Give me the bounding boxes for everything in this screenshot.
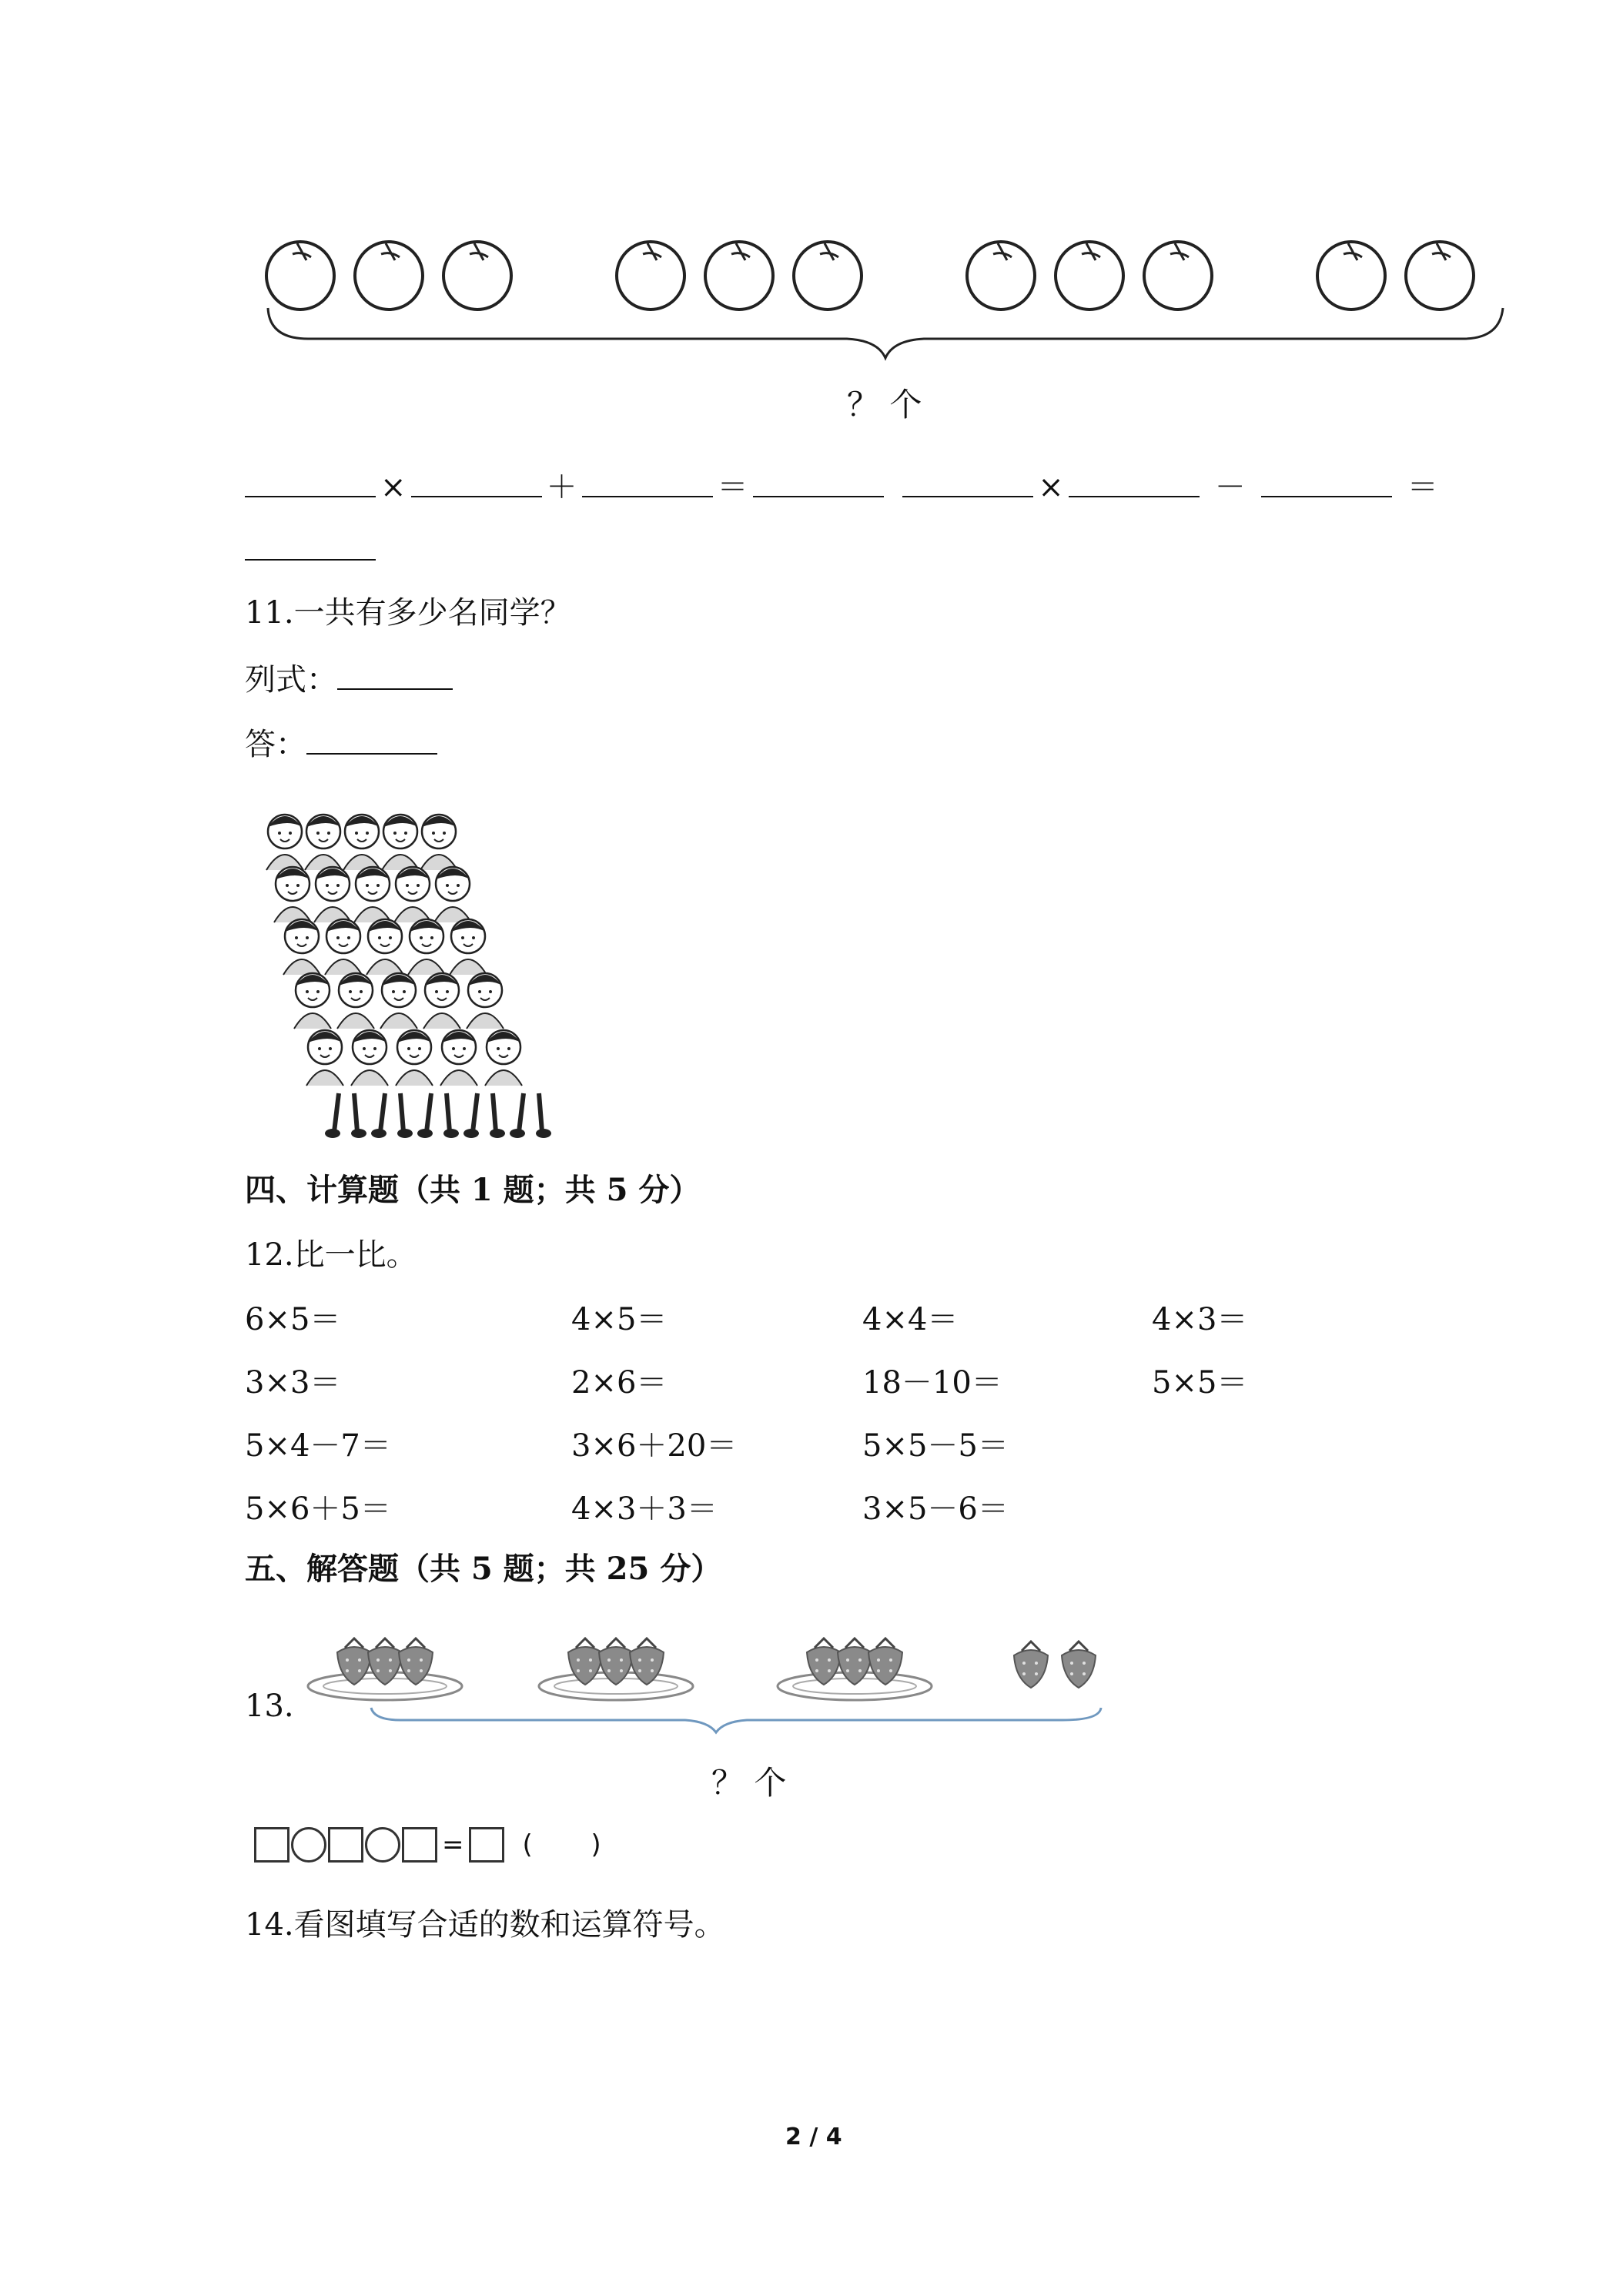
q10-blank-5[interactable] — [902, 467, 1033, 497]
q10-op-5: － — [1214, 470, 1246, 505]
q13-equation — [254, 1825, 601, 1865]
q13-question-label: ？ 个 — [711, 1764, 787, 1802]
student-figure — [266, 815, 303, 870]
section5-heading: 五、解答题（共 5 题；共 25 分） — [245, 1551, 722, 1587]
apple-icon — [266, 242, 334, 310]
student-figure — [337, 973, 374, 1029]
q13-box-3[interactable] — [402, 1827, 437, 1863]
strawberry-icon — [1062, 1642, 1096, 1688]
student-figure — [294, 973, 331, 1029]
q10-blank-7[interactable] — [1261, 467, 1392, 497]
student-figure — [306, 1030, 343, 1086]
q10-blank-2[interactable] — [411, 467, 542, 497]
apples-group — [266, 242, 1474, 310]
q10-blank-6[interactable] — [1069, 467, 1200, 497]
q10-op-6: ＝ — [1407, 470, 1438, 505]
q12-cell: 3×6＋20＝ — [571, 1428, 738, 1464]
student-figure — [366, 919, 403, 975]
q12-cell: 6×5＝ — [245, 1302, 341, 1337]
student-figure — [274, 867, 311, 922]
student-figure — [305, 815, 342, 870]
strawberry-icon — [1014, 1642, 1048, 1688]
q12-cell: 5×4－7＝ — [245, 1428, 391, 1464]
student-figure — [440, 1030, 477, 1086]
student-figure — [382, 815, 419, 870]
q13-circle-2[interactable] — [365, 1827, 400, 1863]
q11-formula-row — [245, 659, 453, 700]
student-figure — [343, 815, 380, 870]
student-figure — [467, 973, 504, 1029]
q12-cell: 18－10＝ — [862, 1365, 1002, 1401]
student-figure — [396, 1030, 433, 1086]
apple-icon — [617, 242, 684, 310]
strawberry-group — [308, 1638, 462, 1700]
student-figure — [423, 973, 460, 1029]
apple-icon — [705, 242, 773, 310]
q13-box-result[interactable] — [469, 1827, 504, 1863]
student-figure — [485, 1030, 522, 1086]
strawberries-figure — [300, 1617, 1116, 1732]
q13-circle-1[interactable] — [291, 1827, 326, 1863]
q13-unit-paren[interactable]: ( ) — [522, 1829, 601, 1860]
strawberry-group — [539, 1638, 693, 1700]
q10-op-1: × — [380, 470, 407, 505]
q10-op-2: ＋ — [546, 470, 577, 505]
q10-op-4: × — [1038, 470, 1064, 505]
apple-icon — [1056, 242, 1123, 310]
student-figure — [450, 919, 487, 975]
student-figure — [354, 867, 391, 922]
q12-cell: 5×5－5＝ — [862, 1428, 1009, 1464]
q10-blank-3[interactable] — [582, 467, 713, 497]
q13-label: 13. — [245, 1689, 294, 1724]
student-figure — [283, 919, 320, 975]
apple-icon — [794, 242, 862, 310]
q12-title: 12.比一比。 — [245, 1237, 417, 1273]
apples-question-label: ？ 个 — [847, 386, 922, 423]
q12-cell: 3×3＝ — [245, 1365, 341, 1401]
strawberries-brace — [371, 1708, 1101, 1732]
q12-cell: 3×5－6＝ — [862, 1491, 1009, 1527]
student-figure — [394, 867, 431, 922]
students-legs — [325, 1093, 551, 1138]
q12-cell: 4×5＝ — [571, 1302, 668, 1337]
student-figure — [380, 973, 417, 1029]
student-figure — [314, 867, 351, 922]
q12-cell: 4×4＝ — [862, 1302, 959, 1337]
q10-blank-4[interactable] — [753, 467, 884, 497]
q11-formula-blank[interactable] — [337, 659, 453, 690]
student-figure — [325, 919, 362, 975]
q11-answer-blank[interactable] — [306, 724, 437, 755]
q10-equation-row — [245, 467, 1454, 507]
q12-cell: 4×3＋3＝ — [571, 1491, 718, 1527]
apple-icon — [967, 242, 1035, 310]
q14-question: 14.看图填写合适的数和运算符号。 — [245, 1907, 725, 1943]
student-figure — [351, 1030, 388, 1086]
q10-op-3: ＝ — [717, 470, 748, 505]
q11-formula-label: 列式： — [245, 662, 337, 698]
apple-icon — [355, 242, 423, 310]
apple-icon — [1406, 242, 1474, 310]
q12-cell: 5×6＋5＝ — [245, 1491, 391, 1527]
apple-icon — [1144, 242, 1212, 310]
q10-answer-row — [245, 530, 376, 571]
student-figure — [420, 815, 457, 870]
strawberry-group — [778, 1638, 932, 1700]
q11-question: 11.一共有多少名同学？ — [245, 595, 571, 631]
page-number: 2 / 4 — [785, 2124, 842, 2150]
q10-blank-8[interactable] — [245, 530, 376, 561]
q10-blank-1[interactable] — [245, 467, 376, 497]
section4-heading: 四、计算题（共 1 题；共 5 分） — [245, 1172, 701, 1208]
q12-cell: 4×3＝ — [1152, 1302, 1248, 1337]
student-figure — [434, 867, 471, 922]
q13-box-1[interactable] — [254, 1827, 289, 1863]
q11-answer-row — [245, 724, 437, 765]
students-illustration — [246, 785, 585, 1147]
strawberry-group — [1014, 1642, 1096, 1688]
apple-icon — [443, 242, 511, 310]
q12-cell: 2×6＝ — [571, 1365, 668, 1401]
apples-brace — [268, 308, 1503, 358]
q12-cell: 5×5＝ — [1152, 1365, 1248, 1401]
q13-box-2[interactable] — [328, 1827, 363, 1863]
apple-icon — [1317, 242, 1385, 310]
q11-answer-label: 答： — [245, 727, 306, 762]
q13-equals: = — [442, 1829, 464, 1860]
student-figure — [408, 919, 445, 975]
